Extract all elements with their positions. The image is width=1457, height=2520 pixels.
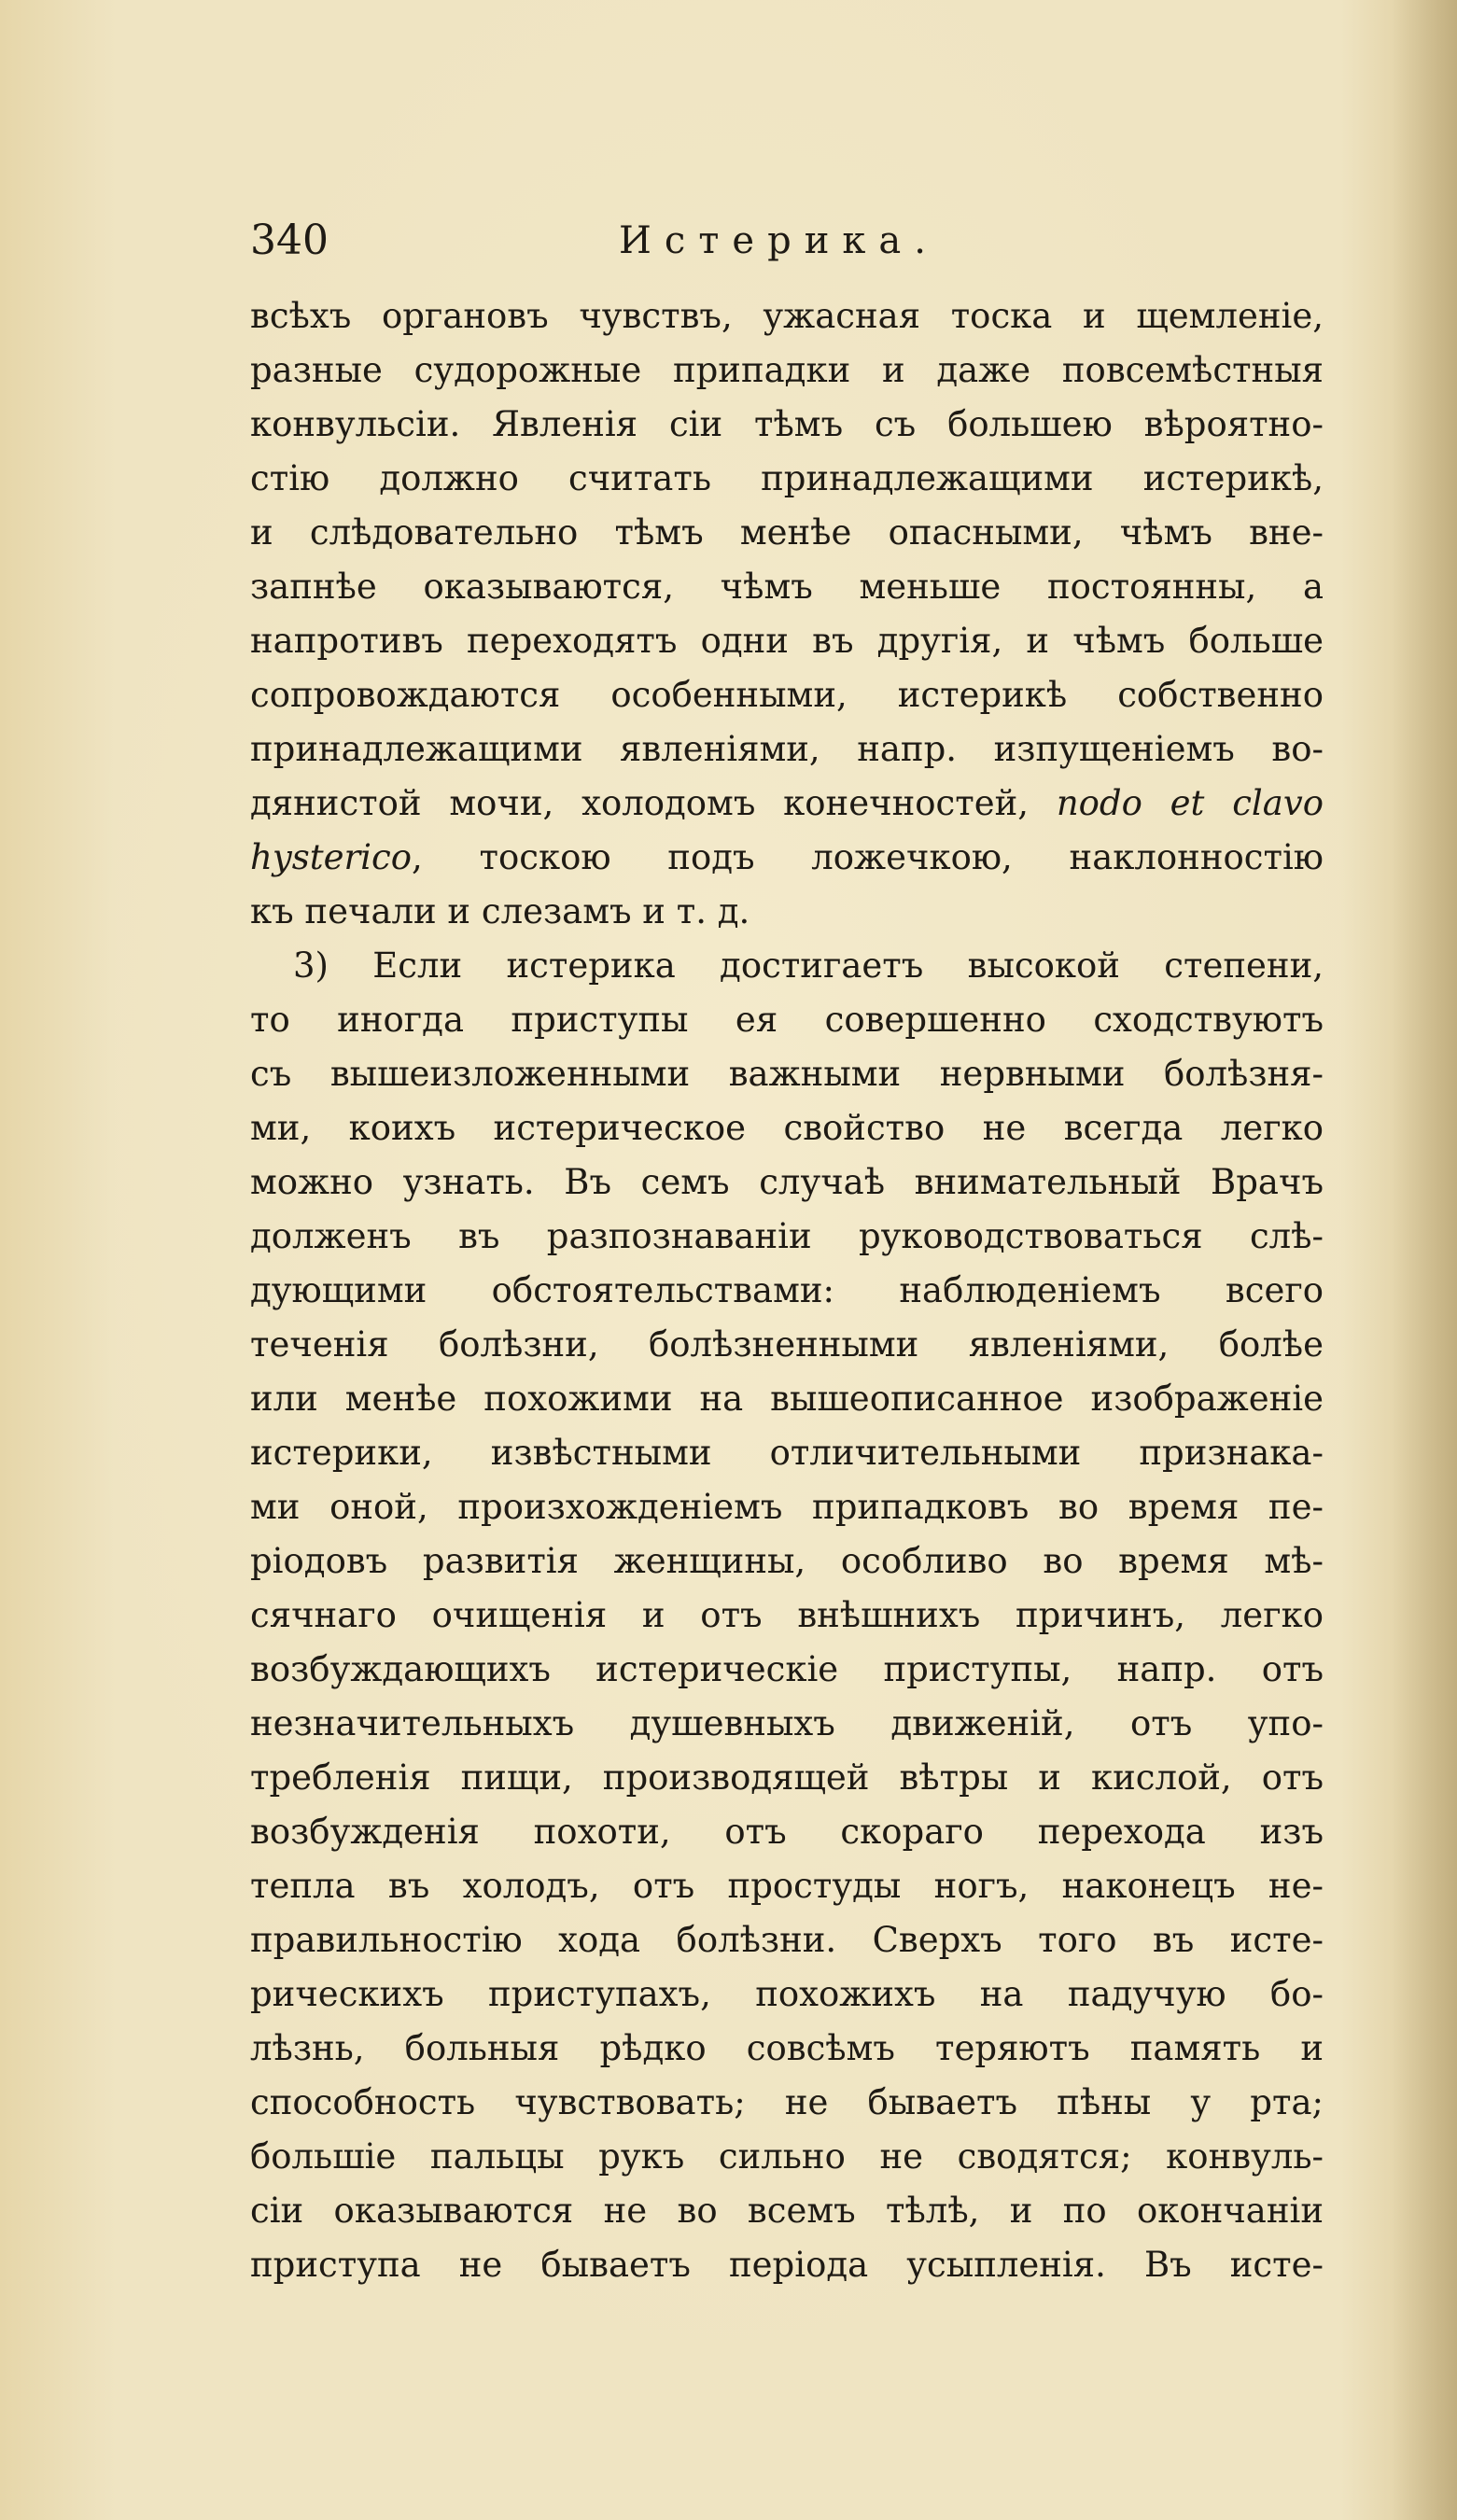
paragraph-start-line: 3) Если истерика достигаетъ высокой степени, — [293, 945, 1324, 986]
text-line: тепла въ холодъ, отъ простуды ногъ, наконецъ не- — [250, 1866, 1324, 1906]
text-fragment: , тоскою подъ ложечкою, наклонностію — [412, 837, 1324, 877]
text-line: ріодовъ развитія женщины, особливо во время мѣ- — [250, 1541, 1324, 1581]
text-line: ми оной, произхожденіемъ припадковъ во время пе- — [250, 1487, 1324, 1527]
text-line: приступа не бываетъ періода усыпленія. Въ исте- — [250, 2245, 1324, 2285]
text-line: сопровождаются особенными, истерикѣ собственно — [250, 675, 1324, 715]
latin-term: hysterico — [250, 837, 413, 877]
text-line: требленія пищи, производящей вѣтры и кислой, отъ — [250, 1757, 1324, 1798]
text-line: истерики, извѣстными отличительными признака- — [250, 1433, 1324, 1473]
text-line: можно узнать. Въ семъ случаѣ внимательный Врачъ — [250, 1162, 1324, 1202]
text-line: съ вышеизложенными важными нервными болѣзня- — [250, 1054, 1324, 1094]
text-line: долженъ въ разпознаваніи руководствоваться слѣ- — [250, 1216, 1324, 1256]
text-line: лѣзнь, больныя рѣдко совсѣмъ теряютъ память и — [250, 2028, 1324, 2068]
latin-term: nodo et clavo — [1056, 783, 1324, 823]
text-line: возбуждающихъ истерическіе приступы, напр. отъ — [250, 1649, 1324, 1689]
page-number: 340 — [250, 217, 329, 264]
text-line: то иногда приступы ея совершенно сходствуютъ — [250, 1000, 1324, 1040]
text-line: и слѣдовательно тѣмъ менѣе опасными, чѣмъ вне- — [250, 512, 1324, 553]
text-line: разные судорожные припадки и даже повсемѣстныя — [250, 350, 1324, 390]
text-line: способность чувствовать; не бываетъ пѣны у рта; — [250, 2082, 1324, 2122]
text-line: или менѣе похожими на вышеописанное изображеніе — [250, 1379, 1324, 1419]
text-line: запнѣе оказываются, чѣмъ меньше постоянны, а — [250, 567, 1324, 607]
text-line: большіе пальцы рукъ сильно не сводятся; конвуль- — [250, 2136, 1324, 2177]
text-line-latin — [250, 831, 1324, 885]
text-line: сіи оказываются не во всемъ тѣлѣ, и по окончаніи — [250, 2191, 1324, 2231]
text-line: напротивъ переходятъ одни въ другія, и чѣмъ больше — [250, 621, 1324, 661]
text-line: возбужденія похоти, отъ скораго перехода изъ — [250, 1812, 1324, 1852]
text-line: теченія болѣзни, болѣзненными явленіями, болѣе — [250, 1324, 1324, 1365]
text-line-latin — [250, 777, 1324, 831]
running-title: Истерика. — [619, 219, 939, 262]
running-head — [250, 213, 1324, 278]
text-line: къ печали и слезамъ и т. д. — [250, 891, 750, 931]
text-line: всѣхъ органовъ чувствъ, ужасная тоска и щемленіе, — [250, 296, 1324, 336]
text-line: сячнаго очищенія и отъ внѣшнихъ причинъ, легко — [250, 1595, 1324, 1635]
text-line: стію должно считать принадлежащими истерикѣ, — [250, 458, 1324, 498]
text-line: принадлежащими явленіями, напр. изпущеніемъ во- — [250, 729, 1324, 769]
text-line: правильностію хода болѣзни. Сверхъ того въ исте- — [250, 1920, 1324, 1960]
text-fragment: дянистой мочи, холодомъ конечностей, — [250, 783, 1057, 823]
body-text — [250, 289, 1324, 2292]
text-line: ми, коихъ истерическое свойство не всегда легко — [250, 1108, 1324, 1148]
page-edge-shadow — [1392, 0, 1457, 2520]
text-line: рическихъ приступахъ, похожихъ на падучую бо- — [250, 1974, 1324, 2014]
text-line: конвульсіи. Явленія сіи тѣмъ съ большею вѣроятно- — [250, 404, 1324, 444]
text-line: дующими обстоятельствами: наблюденіемъ всего — [250, 1270, 1324, 1310]
text-line: незначительныхъ душевныхъ движеній, отъ упо- — [250, 1703, 1324, 1743]
